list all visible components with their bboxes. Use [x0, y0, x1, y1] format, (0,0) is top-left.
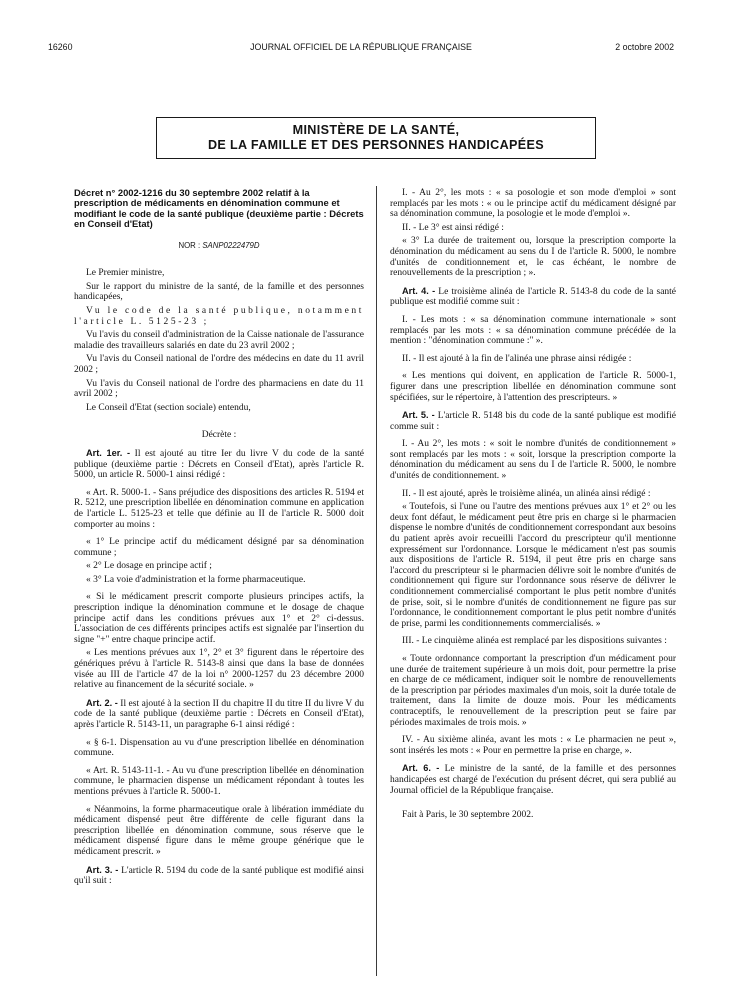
article-label: Art. 2. - [86, 697, 118, 708]
article-paragraph: « 2° Le dosage en principe actif ; [86, 561, 212, 572]
article-paragraph: II. - Il est ajouté, après le troisième alinéa, un alinéa ainsi rédigé : [402, 488, 651, 499]
article-text: Il est ajouté à la section II du chapitre II du titre II du livre V du code de la santé publique (deuxième partie : Décrets en Conseil d'Etat), après l'article R. 5143-11, un paragraphe 6-1 ainsi rédigé : [74, 698, 364, 730]
article-paragraph: « Les mentions qui doivent, en application de l'article R. 5000-1, figurer dans une prescription libellée en dénomination commune sont spécifiées, sur le répertoire, à l'attention des prescripteurs. » [390, 371, 676, 403]
article-paragraph: « Néanmoins, la forme pharmaceutique orale à libération immédiate du médicament dispensé peut être différente de celle figurant dans la prescription libellée en dénomination commune, sous réserve que le médicament dispensé figure dans le même groupe générique que le médicament prescrit. » [74, 804, 364, 857]
article-paragraph: « Si le médicament prescrit comporte plusieurs principes actifs, la prescription indique la dénomination commune et le dosage de chaque principe actif dans les conditions prévues aux 1° et 2° ci-dessus. L'association de ces différents principes actifs est signalée par l'insertion du signe "+" entre chaque principe actif. [74, 592, 364, 645]
article-5 [390, 410, 676, 432]
ministry-line-2: DE LA FAMILLE ET DES PERSONNES HANDICAPÉES [207, 138, 545, 152]
signature-line: Fait à Paris, le 30 septembre 2002. [402, 810, 534, 821]
article-paragraph: II. - Il est ajouté à la fin de l'alinéa une phrase ainsi rédigée : [402, 353, 632, 364]
nor-reference [74, 241, 364, 252]
article-6 [390, 763, 676, 796]
intro-line: Le Premier ministre, [86, 268, 165, 279]
nor-label: NOR : [178, 240, 201, 250]
article-label: Art. 4. - [402, 285, 436, 296]
article-text: Le troisième alinéa de l'article R. 5143-8 du code de la santé publique est modifié comme suit : [390, 286, 677, 308]
article-paragraph: II. - Le 3° est ainsi rédigé : [402, 222, 504, 233]
article-paragraph: I. - Au 2°, les mots : « sa posologie et son mode d'emploi » sont remplacés par les mots : « ou le principe actif du médicament désigné par sa dénomination commune, la posologie et le mode d'emploi ». [390, 188, 676, 220]
publication-date: 2 octobre 2002 [615, 42, 674, 52]
page-header [48, 41, 674, 53]
intro-line: Vu l'avis du conseil d'administration de la Caisse nationale de l'assurance maladie des travailleurs salariés en date du 23 avril 2002 ; [74, 330, 364, 351]
article-paragraph: « Art. R. 5143-11-1. - Au vu d'une prescription libellée en dénomination commune, le pharmacien dispense un médicament répondant à toutes les mentions prévues à l'article R. 5000-1. [74, 765, 364, 797]
article-label: Art. 5. - [402, 410, 435, 421]
article-3 [74, 865, 364, 887]
intro-line: Vu l'avis du Conseil national de l'ordre des pharmaciens en date du 11 avril 2002 ; [74, 378, 364, 400]
page-number: 16260 [48, 42, 73, 52]
article-paragraph: « Toute ordonnance comportant la prescription d'un médicament pour une durée de traitement supérieure à un mois doit, pour permettre la prise en charge de ce médicament, indiquer soit le nombre de renouvellements de la prescription par périodes maximales d'un mois, soit la durée totale de traitement, dans la limite de douze mois. Pour les médicaments contraceptifs, le renouvellement de la prescription peut se faire par périodes maximales de trois mois. » [390, 653, 676, 728]
left-column [74, 188, 364, 887]
ministry-heading-box [156, 117, 596, 159]
article-paragraph: III. - Le cinquième alinéa est remplacé par les dispositions suivantes : [402, 636, 667, 647]
nor-code: SANP0222479D [202, 240, 260, 250]
right-column [390, 188, 676, 821]
article-paragraph: I. - Les mots : « sa dénomination commune internationale » sont remplacés par les mots : « sa dénomination commune précédée de la mention : "dénomination commune :" ». [390, 314, 676, 347]
article-paragraph: « 3° La durée de traitement ou, lorsque la prescription comporte la dénomination du médicament au sens du I de l'article R. 5000, le nombre d'unités de conditionnement et, le cas échéant, le nombre de renouvellements de la prescription ; ». [390, 236, 676, 279]
article-paragraph: IV. - Au sixième alinéa, avant les mots : « Le pharmacien ne peut », sont insérés les mots : « Pour en permettre la prise en charge, ». [390, 735, 676, 756]
column-divider [376, 186, 377, 976]
article-paragraph: I. - Au 2°, les mots : « soit le nombre d'unités de conditionnement » sont remplacés par les mots : « soit, lorsque la prescription comporte la dénomination du médicament au sens du I de l'article R. 5000, le nombre d'unités de conditionnement. » [390, 439, 676, 482]
article-paragraph: « Art. R. 5000-1. - Sans préjudice des dispositions des articles R. 5194 et R. 5212, une prescription libellée en dénomination commune en application de l'article L. 5125-23 et telle que définie au II de l'article R. 5000 doit comporter au moins : [74, 487, 364, 530]
intro-line: Vu le code de la santé publique, notamment l'article L. 5125-23 ; [74, 306, 364, 327]
intro-line: Le Conseil d'Etat (section sociale) entendu, [86, 402, 251, 413]
article-label: Art. 3. - [86, 864, 119, 875]
journal-title: JOURNAL OFFICIEL DE LA RÉPUBLIQUE FRANÇAISE [250, 42, 472, 52]
article-label: Art. 6. - [402, 763, 440, 774]
article-paragraph: « Toutefois, si l'une ou l'autre des mentions prévues aux 1° et 2° ou les deux font défaut, le médicament peut être pris en charge si le pharmacien dispense le nombre d'unités de conditionnement correspondant aux besoins du patient après avoir recueilli l'accord du prescripteur qu'il mentionne expressément sur l'ordonnance. Lorsque le médicament n'est pas soumis aux dispositions de l'article R. 5194, il peut être pris en charge sans l'accord du prescripteur si le pharmacien délivre soit le nombre d'unités de conditionnement qui figure sur l'ordonnance sous réserve de délivrer le conditionnement commercialisé comportant le plus petit nombre d'unités de prise, soit, si le nombre d'unités de conditionnement ne figure pas sur l'ordonnance, le conditionnement comportant le plus petit nombre d'unités de prise, parmi les conditionnements commercialisés. » [390, 502, 676, 629]
article-4 [390, 286, 676, 308]
article-label: Art. 1er. - [86, 447, 131, 458]
article-text: L'article R. 5194 du code de la santé publique est modifié ainsi qu'il suit : [74, 865, 364, 887]
article-2 [74, 698, 364, 731]
decrete: Décrète : [201, 430, 237, 441]
article-paragraph: « Les mentions prévues aux 1°, 2° et 3° figurent dans le répertoire des génériques prévu à l'article R. 5143-8 ainsi que dans la base de données visée au III de l'article 47 de la loi n° 2000-1257 du 23 décembre 2000 relative au financement de la sécurité sociale. » [74, 648, 364, 691]
article-text: Le ministre de la santé, de la famille et des personnes handicapées est chargé de l'exécution du présent décret, qui sera publié au Journal officiel de la République française. [390, 764, 676, 796]
article-paragraph: « 1° Le principe actif du médicament désigné par sa dénomination commune ; [74, 537, 364, 558]
intro-line: Sur le rapport du ministre de la santé, de la famille et des personnes handicapées, [74, 281, 364, 303]
article-1 [74, 448, 364, 481]
article-paragraph: « 3° La voie d'administration et la forme pharmaceutique. [86, 574, 306, 585]
article-paragraph: « § 6-1. Dispensation au vu d'une prescription libellée en dénomination commune. [74, 737, 364, 759]
intro-line: Vu l'avis du Conseil national de l'ordre des médecins en date du 11 avril 2002 ; [74, 354, 364, 375]
ministry-line-1: MINISTÈRE DE LA SANTÉ, [292, 123, 460, 137]
decree-title: Décret n° 2002-1216 du 30 septembre 2002 relatif à la prescription de médicaments en dénomination commune et modifiant le code de la santé publique (deuxième partie : Décrets en Conseil d'Etat) [74, 187, 364, 230]
article-text: L'article R. 5148 bis du code de la santé publique est modifié comme suit : [390, 411, 677, 432]
article-text: Il est ajouté au titre Ier du livre V du code de la santé publique (deuxième partie : Décrets en Conseil d'Etat), après l'article R. 5000, un article R. 5000-1 ainsi rédigé : [74, 448, 365, 481]
